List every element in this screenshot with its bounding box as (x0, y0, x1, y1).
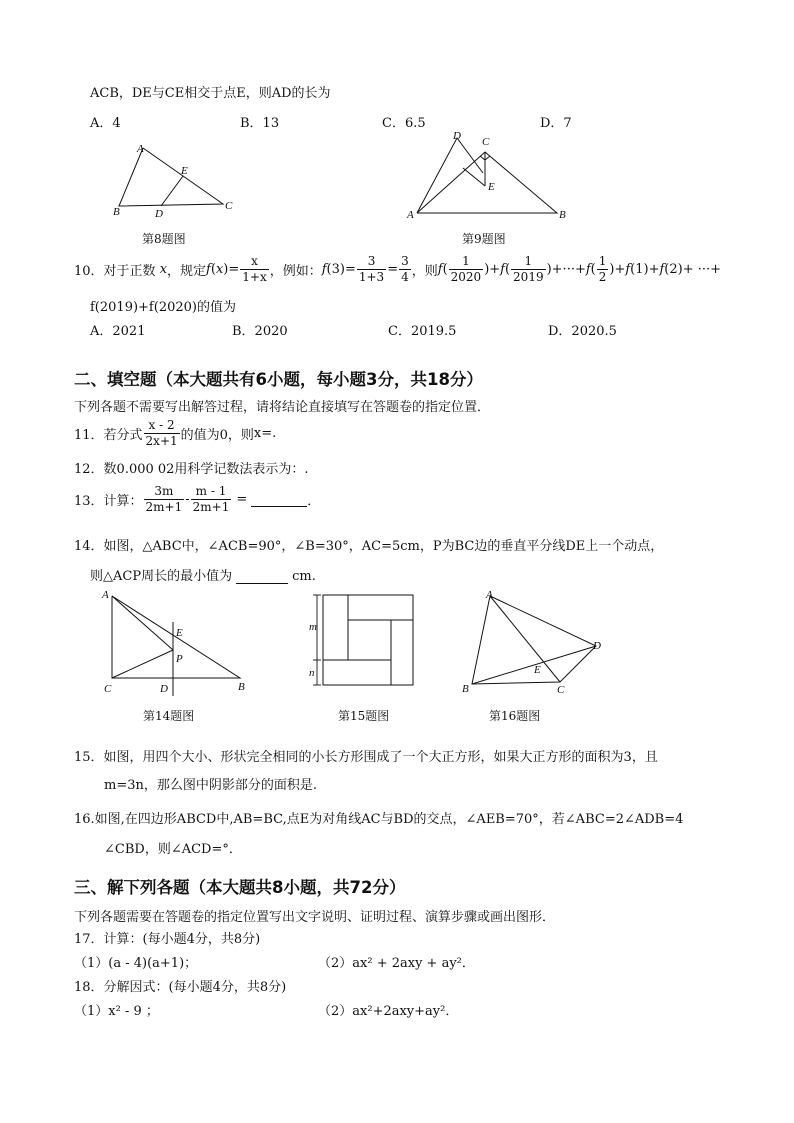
fig14-label-p: P (176, 653, 183, 665)
fig15-label-n: n (309, 667, 315, 679)
fig9-label-b: B (559, 209, 566, 221)
section-2-instructions: 下列各题不需要写出解答过程，请将结论直接填写在答题卷的指定位置． (74, 400, 491, 415)
q13-equals: = (236, 492, 248, 507)
fig8-label-a: A (137, 143, 144, 155)
q10-frac-3b: $\frac{3}{4}$ (401, 254, 409, 284)
q10-line1 (74, 254, 721, 285)
q10-frac-2: $\frac{1}{2}$ (598, 254, 607, 284)
fig15-label-m: m (309, 621, 317, 633)
q18-part-1: （1）x² - 9 ； (74, 1004, 159, 1019)
q10-option-a: A．2021 (90, 324, 146, 339)
q17-part-1: （1）(a - 4)(a+1)； (74, 956, 198, 971)
q10-frac-2020: $\frac{1}{2020}$ (450, 254, 482, 284)
q13-fraction-1: $\frac{3m}{2m+1}$ (145, 484, 183, 514)
q10-sum-c: )+···+f( (546, 262, 596, 277)
q14-line1: 14．如图，△ABC中，∠ACB=90°，∠B=30°，AC=5cm，P为BC边的垂直平分线DE上一个动点， (74, 539, 664, 554)
figure-8 (105, 138, 245, 222)
q14-line2 (90, 565, 316, 584)
fig14-label-d: D (160, 683, 168, 695)
q10-sum-d: )+f(1)+f(2)+ ···+ (609, 262, 722, 277)
fig14-label-c: C (104, 683, 112, 695)
section-2-title: 二、填空题（本大题共有6小题，每小题3分，共18分） (74, 370, 483, 389)
fig14-label-b: B (238, 681, 245, 693)
figure-9 (405, 128, 575, 224)
q14-answer-blank (236, 569, 288, 584)
q18-part-2: （2）ax²+2axy+ay²． (318, 1004, 459, 1019)
q14-text-b: cm. (292, 569, 316, 584)
section-3-title: 三、解下列各题（本大题共8小题，共72分） (74, 878, 406, 897)
q10-frac-3a: $\frac{3}{1+3}$ (358, 254, 385, 284)
q10-frac-def: $\frac{x}{1+x}$ (242, 254, 267, 284)
q10-number: 10．对于正数 (74, 264, 156, 279)
fig16-caption: 第16题图 (489, 709, 541, 723)
fig14-label-e: E (176, 627, 183, 639)
q10-text-c: ，则 (411, 264, 438, 279)
q16-line1: 16.如图,在四边形ABCD中,AB=BC,点E为对角线AC与BD的交点，∠AEB=70°，若∠ABC=2∠ADB=4 (74, 812, 684, 827)
q10-option-c: C．2019.5 (388, 324, 457, 339)
fig9-label-a: A (407, 209, 414, 221)
q10-frac-2019: $\frac{1}{2019}$ (513, 254, 544, 284)
q10-sum-a: f( (437, 262, 448, 277)
q10-f3: f(3)= (321, 262, 356, 277)
fig8-label-d: D (155, 208, 163, 220)
q12: 12．数0.000 02用科学记数法表示为：. (74, 462, 309, 477)
q17-part-2: （2）ax² + 2axy + ay²． (318, 956, 475, 971)
q10-text-b: ，例如： (269, 264, 322, 279)
fig9-caption: 第9题图 (462, 232, 506, 246)
q10-text-a: ，规定 (167, 264, 207, 279)
section-3-instructions: 下列各题需要在答题卷的指定位置写出文字说明、证明过程、演算步骤或画出图形． (74, 910, 556, 925)
q11-fraction: $\frac{x - 2}{2x+1}$ (145, 418, 178, 448)
fig9-label-c: C (482, 136, 490, 148)
q10-option-b: B．2020 (232, 324, 288, 339)
q13 (74, 484, 320, 515)
q11-text-a: 11．若分式 (74, 428, 143, 443)
fig9-label-d: D (453, 130, 461, 142)
q10-option-d: D．2020.5 (548, 324, 617, 339)
fig8-label-e: E (181, 165, 188, 177)
fig15-caption: 第15题图 (338, 709, 390, 723)
q13-answer-blank (251, 492, 307, 507)
q10-sum-b: )+f( (484, 262, 511, 277)
q10-var-x: x (159, 262, 168, 277)
fig16-label-d: D (593, 640, 601, 652)
fig8-label-c: C (225, 200, 233, 212)
q15-line2: m=3n，那么图中阴影部分的面积是. (104, 778, 317, 793)
q9-option-c: C．6.5 (382, 116, 426, 131)
q10-eq: = (387, 262, 399, 277)
fig16-label-e: E (534, 664, 541, 676)
q9-option-b: B．13 (240, 116, 280, 131)
q13-minus: - (185, 492, 190, 507)
q9-stem: ACB，DE与CE相交于点E，则AD的长为 (90, 86, 331, 101)
fig9-label-e: E (488, 181, 495, 193)
q13-text: 13．计算： (74, 494, 143, 509)
fig16-label-c: C (557, 684, 565, 696)
q15-line1: 15．如图，用四个大小、形状完全相同的小长方形围成了一个大正方形，如果大正方形的面积为3，且 (74, 750, 658, 765)
q10-line2: f(2019)+f(2020)的值为 (90, 300, 236, 315)
q11-text-c: x=. (253, 426, 277, 441)
fig8-caption: 第8题图 (142, 232, 186, 246)
fig14-label-a: A (102, 589, 109, 601)
figure-14 (98, 586, 253, 696)
figure-15 (303, 590, 418, 690)
figure-16 (460, 586, 610, 696)
fig16-label-b: B (462, 683, 469, 695)
q9-option-a: A．4 (90, 116, 121, 131)
q11 (74, 418, 276, 449)
q18-title: 18．分解因式：(每小题4分，共8分) (74, 980, 287, 995)
fig14-caption: 第14题图 (143, 709, 195, 723)
fig8-label-b: B (113, 206, 120, 218)
q17-title: 17．计算：(每小题4分，共8分) (74, 932, 261, 947)
q11-text-b: 的值为0，则 (180, 428, 254, 443)
q9-option-d: D．7 (540, 116, 572, 131)
q16-line2: ∠CBD，则∠ACD=°． (104, 842, 242, 857)
q13-fraction-2: $\frac{m - 1}{2m+1}$ (192, 484, 230, 514)
q14-text-a: 则△ACP周长的最小值为 (90, 569, 233, 584)
q10-def-lhs: f(x)= (206, 262, 240, 277)
fig16-label-a: A (486, 589, 493, 601)
q13-period: ． (307, 494, 321, 509)
